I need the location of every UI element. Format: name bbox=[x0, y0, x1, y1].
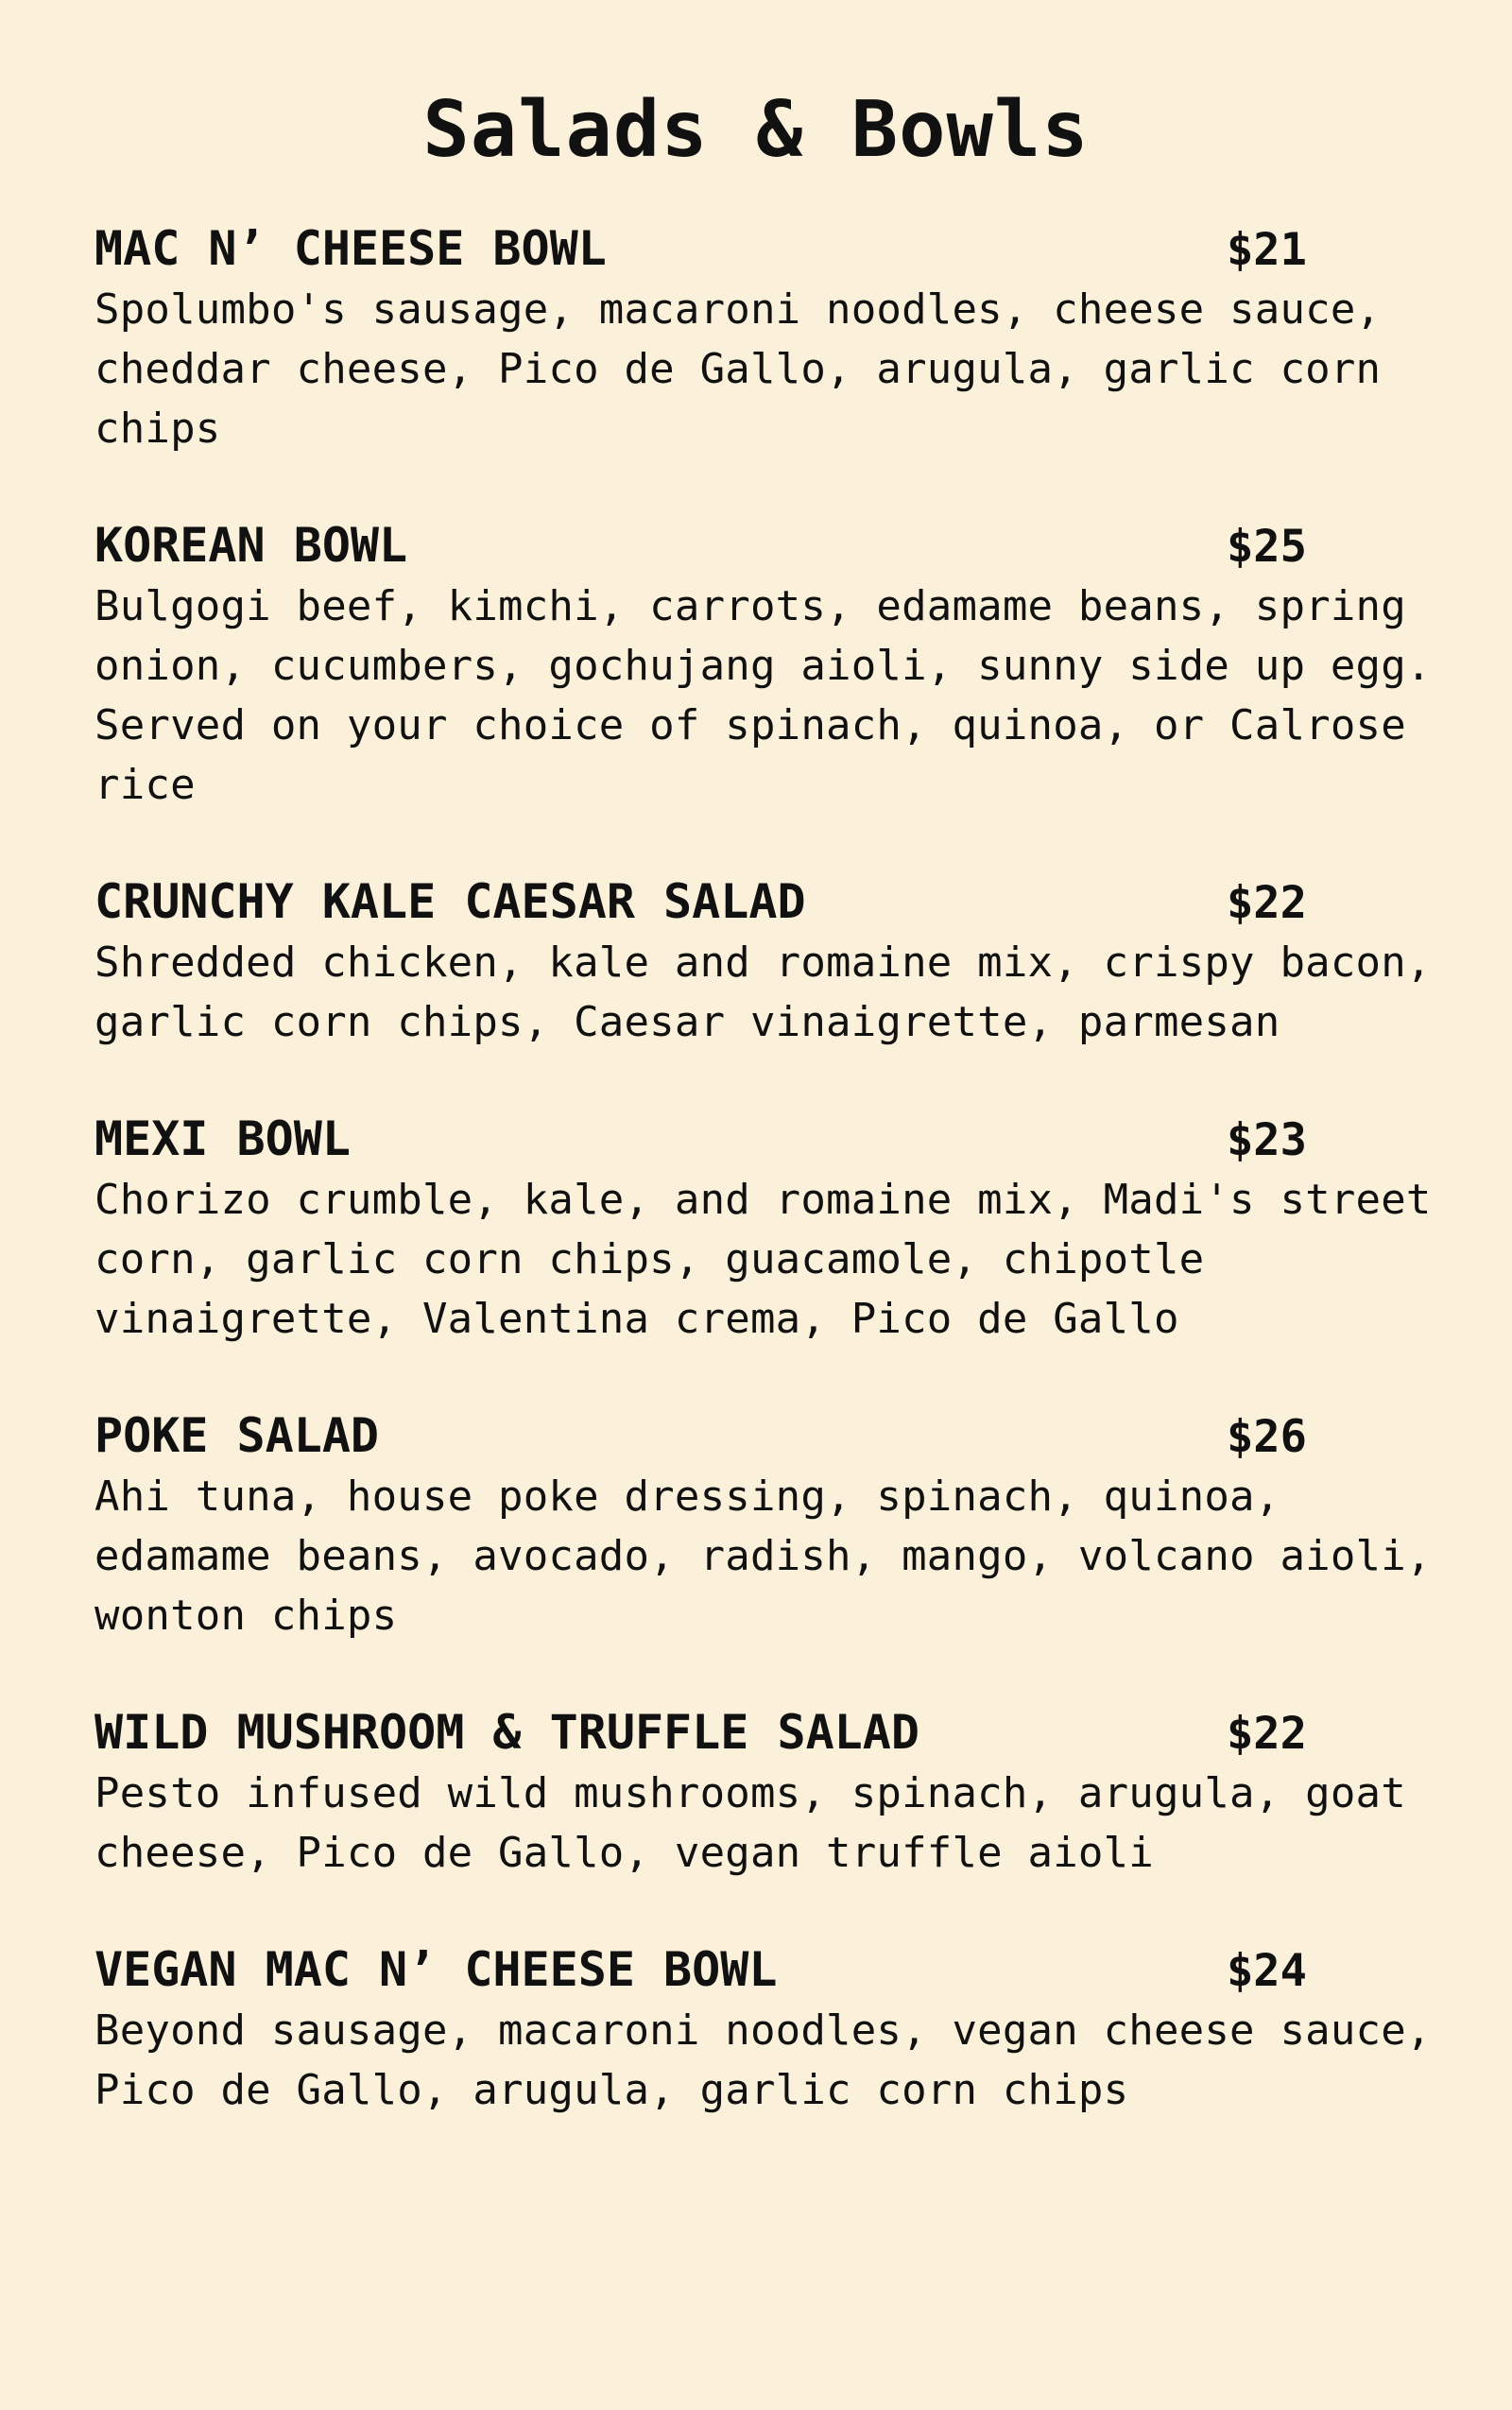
menu-item-price: $26 bbox=[1227, 1411, 1307, 1463]
menu-item-name: WILD MUSHROOM & TRUFFLE SALAD bbox=[94, 1705, 919, 1760]
menu-item-header bbox=[94, 870, 1418, 933]
menu-item-header bbox=[94, 217, 1418, 280]
menu-item-description: Chorizo crumble, kale, and romaine mix, Madi's street corn, garlic corn chips, guacamole, chipotle vinaigrette, Valentina crema, Pico de Gallo bbox=[94, 1176, 1432, 1343]
menu-item-wild-mushroom-truffle-salad bbox=[94, 1701, 1418, 1883]
menu-item-header bbox=[94, 1108, 1418, 1170]
menu-item-price: $21 bbox=[1227, 224, 1307, 276]
menu-item-name: CRUNCHY KALE CAESAR SALAD bbox=[94, 874, 806, 929]
menu-item-header bbox=[94, 1701, 1418, 1764]
menu-item-name: KOREAN BOWL bbox=[94, 518, 408, 573]
menu-item-header bbox=[94, 514, 1418, 577]
menu-item-price: $23 bbox=[1227, 1114, 1307, 1166]
menu-item-name: MEXI BOWL bbox=[94, 1111, 351, 1166]
menu-item-vegan-mac-n-cheese-bowl bbox=[94, 1938, 1432, 2120]
menu-item-poke-salad bbox=[94, 1404, 1432, 1645]
menu-item-price: $25 bbox=[1227, 521, 1307, 573]
menu-item-header bbox=[94, 1938, 1418, 2001]
menu-item-description: Shredded chicken, kale and romaine mix, crispy bacon, garlic corn chips, Caesar vinaigrette, parmesan bbox=[94, 938, 1432, 1046]
menu-item-description: Ahi tuna, house poke dressing, spinach, quinoa, edamame beans, avocado, radish, mango, volcano aioli, wonton chips bbox=[94, 1472, 1432, 1640]
menu-item-price: $22 bbox=[1227, 1708, 1307, 1760]
menu-item-price: $24 bbox=[1227, 1945, 1307, 1997]
menu-item-description: Spolumbo's sausage, macaroni noodles, cheese sauce, cheddar cheese, Pico de Gallo, arugula, garlic corn chips bbox=[94, 285, 1382, 453]
menu-item-name: VEGAN MAC N’ CHEESE BOWL bbox=[94, 1942, 778, 1997]
menu-item-mexi-bowl bbox=[94, 1108, 1432, 1349]
menu-item-description: Beyond sausage, macaroni noodles, vegan cheese sauce, Pico de Gallo, arugula, garlic corn chips bbox=[94, 2006, 1432, 2114]
menu-item-header bbox=[94, 1404, 1418, 1467]
menu-item-description: Pesto infused wild mushrooms, spinach, arugula, goat cheese, Pico de Gallo, vegan truffle aioli bbox=[94, 1769, 1406, 1877]
menu-item-price: $22 bbox=[1227, 877, 1307, 929]
menu-item-mac-n-cheese-bowl bbox=[94, 217, 1418, 458]
menu-item-description: Bulgogi beef, kimchi, carrots, edamame beans, spring onion, cucumbers, gochujang aioli, sunny side up egg. Served on your choice of spinach, quinoa, or Calrose rice bbox=[94, 582, 1432, 809]
page-title: Salads & Bowls bbox=[422, 85, 1090, 175]
menu-item-name: POKE SALAD bbox=[94, 1408, 380, 1463]
menu-list bbox=[94, 217, 1432, 2120]
menu-item-korean-bowl bbox=[94, 514, 1432, 815]
menu-item-name: MAC N’ CHEESE BOWL bbox=[94, 221, 607, 276]
menu-item-crunchy-kale-caesar-salad bbox=[94, 870, 1432, 1052]
